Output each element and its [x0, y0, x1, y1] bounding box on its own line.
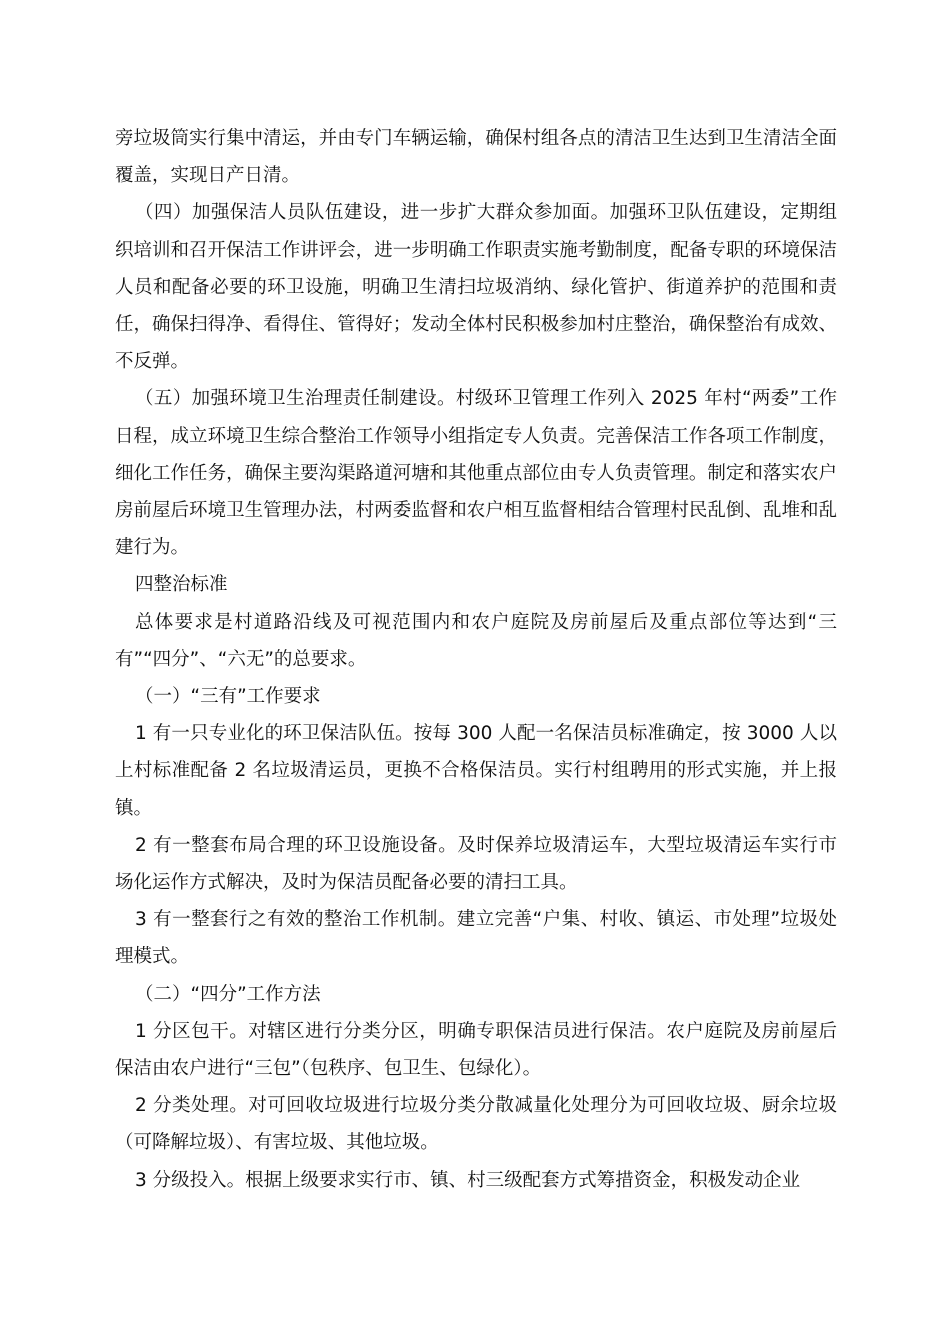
paragraph-overall-requirement: 总体要求是村道路沿线及可视范围内和农户庭院及房前屋后及重点部位等达到“三有”“四分”、“六无”的总要求。 [115, 611, 837, 670]
heading-four-divisions: （二）“四分”工作方法 [135, 983, 321, 1005]
paragraph-division-investment: 3 分级投入。根据上级要求实行市、镇、村三级配套方式筹措资金，积极发动企业 [135, 1169, 801, 1191]
paragraph-section-five: （五）加强环境卫生治理责任制建设。村级环卫管理工作列入 2025 年村“两委”工作日程，成立环境卫生综合整治工作领导小组指定专人负责。完善保洁工作各项工作制度，细化工作任务，确保主要沟渠路道河塘和其他重点部位由专人负责管理。制定和落实农户房前屋后环境卫生管理办法，村两委监督和农户相互监督相结合管理村民乱倒、乱堆和乱建行为。 [115, 388, 837, 559]
paragraph-item-2-facilities: 2 有一整套布局合理的环卫设施设备。及时保养垃圾清运车，大型垃圾清运车实行市场化运作方式解决，及时为保洁员配备必要的清扫工具。 [115, 834, 837, 894]
paragraph-item-1-team: 1 有一只专业化的环卫保洁队伍。按每 300 人配一名保洁员标准确定，按 3000 人以上村标准配备 2 名垃圾清运员，更换不合格保洁员。实行村组聘用的形式实施，并上报镇。 [115, 723, 837, 819]
paragraph-item-3-mechanism: 3 有一整套行之有效的整治工作机制。建立完善“户集、村收、镇运、市处理”垃圾处理模式。 [115, 909, 837, 968]
heading-rectification-standard: 四整治标准 [135, 574, 228, 596]
paragraph-division-sorting: 2 分类处理。对可回收垃圾进行垃圾分类分散减量化处理分为可回收垃圾、厨余垃圾（可降解垃圾）、有害垃圾、其他垃圾。 [115, 1095, 837, 1154]
heading-three-haves: （一）“三有”工作要求 [135, 686, 321, 708]
paragraph-section-four: （四）加强保洁人员队伍建设，进一步扩大群众参加面。加强环卫队伍建设，定期组织培训和召开保洁工作讲评会，进一步明确工作职责实施考勤制度，配备专职的环境保洁人员和配备必要的环卫设施，明确卫生清扫垃圾消纳、绿化管护、街道养护的范围和责任，确保扫得净、看得住、管得好；发动全体村民积极参加村庄整治，确保整治有成效、不反弹。 [115, 202, 837, 373]
document-body [115, 120, 837, 1199]
paragraph-continuation: 旁垃圾筒实行集中清运，并由专门车辆运输，确保村组各点的清洁卫生达到卫生清洁全面覆盖，实现日产日清。 [115, 128, 837, 187]
paragraph-division-zones: 1 分区包干。对辖区进行分类分区，明确专职保洁员进行保洁。农户庭院及房前屋后保洁由农户进行“三包”（包秩序、包卫生、包绿化）。 [115, 1020, 837, 1080]
